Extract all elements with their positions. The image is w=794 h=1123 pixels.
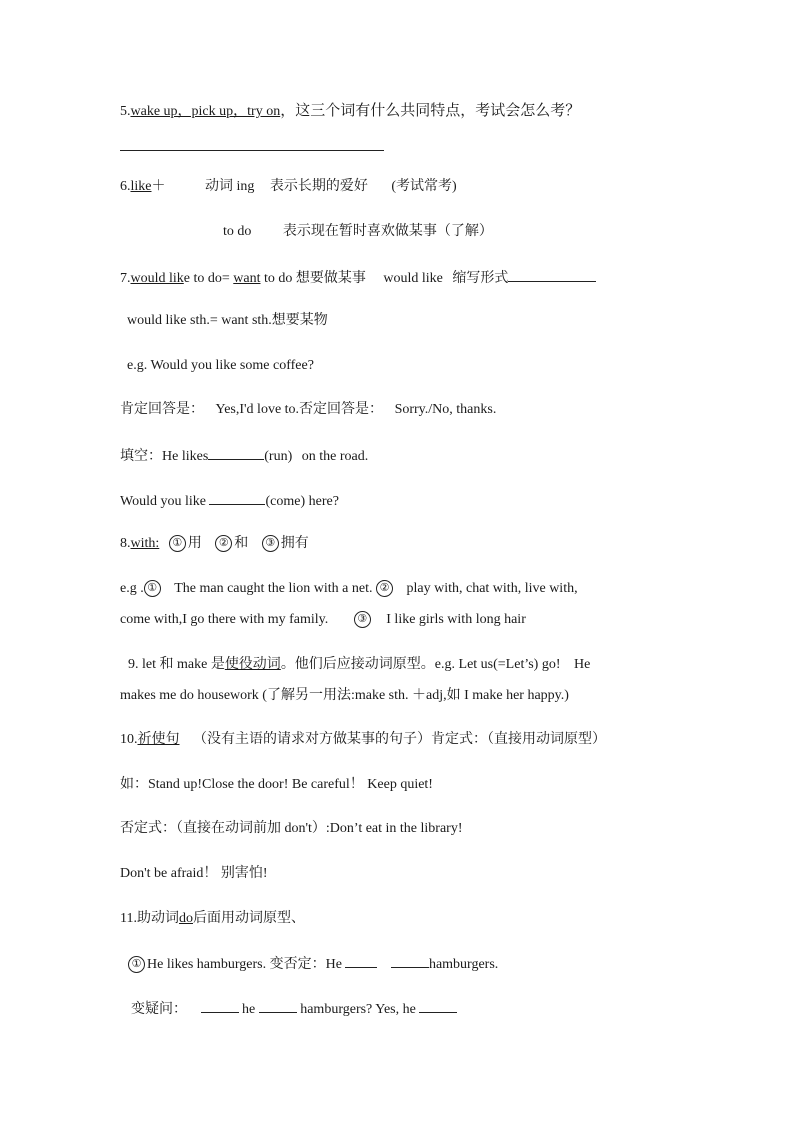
item-5 <box>120 101 580 122</box>
item-8-examples-2 <box>120 610 526 630</box>
blank-contraction[interactable] <box>508 267 596 282</box>
item-11-text-1: 11.助动词 <box>120 911 179 926</box>
item-9-line-2: makes me do housework (了解另一用法:make sth. ＋adj,如 I make her happy.) <box>120 688 569 703</box>
item-6-line-2 <box>223 222 493 242</box>
item-10-number: 10. <box>120 732 138 747</box>
item-6-option-a: 动词 ing <box>205 179 255 194</box>
item-8-number: 8. <box>120 536 131 551</box>
item-5-number: 5. <box>120 104 131 119</box>
eg-label: e.g . <box>120 581 144 596</box>
answer-line <box>120 150 384 151</box>
item-8-examples <box>120 579 578 599</box>
circle-1-icon: ① <box>169 535 186 552</box>
fill-in-1-blank[interactable] <box>208 445 264 460</box>
fill-in-2 <box>120 490 339 512</box>
item-6 <box>120 177 457 197</box>
fill-in-2-hint: (come) here? <box>265 494 339 509</box>
circle-3-icon: ③ <box>354 611 371 628</box>
item-11-line-3 <box>131 998 457 1020</box>
item-11-line-2 <box>128 953 498 975</box>
blank-negative-2[interactable] <box>391 953 429 968</box>
imperative-label: 祈使句 <box>137 732 180 747</box>
fill-in-2-text: Would you like <box>120 494 206 509</box>
blank-negative-1[interactable] <box>345 953 377 968</box>
item-5-question: ，这三个词有什么共同特点，考试会怎么考？ <box>280 103 581 119</box>
item-6-meaning-a: 表示长期的爱好 <box>269 179 368 194</box>
circle-3-icon: ③ <box>262 535 279 552</box>
positive-answer: Yes,I'd love to.否定回答是： <box>215 402 384 417</box>
item-6-plus: ＋ <box>151 179 166 194</box>
meaning-2: 和 <box>234 536 249 551</box>
circle-1-icon: ① <box>128 956 145 973</box>
item-9-text-1: 9. let 和 make <box>128 657 208 672</box>
item-7 <box>120 267 596 289</box>
item-10-negative: 否定式：（直接在动词前加 don't）:Don’t eat in the library! <box>120 821 463 836</box>
item-7-text-3: would like <box>383 271 443 286</box>
question-he: he <box>242 1002 256 1017</box>
do-label: do <box>178 911 193 926</box>
example-1: The man caught the lion with a net. <box>174 581 373 596</box>
item-10-examples: 如：Stand up!Close the door! Be careful！ Keep quiet! <box>120 777 433 792</box>
blank-question-1[interactable] <box>201 998 239 1013</box>
item-6-note-a: (考试常考) <box>391 179 457 194</box>
fill-in-1 <box>120 445 368 467</box>
item-6-like: like <box>130 179 152 194</box>
circle-2-icon: ② <box>215 535 232 552</box>
item-9 <box>128 655 590 675</box>
item-6-number: 6. <box>120 179 131 194</box>
item-5-phrases: wake up，pick up，try on <box>130 104 281 119</box>
question-text: hamburgers? Yes, he <box>300 1002 416 1017</box>
item-11-sentence: He likes hamburgers. 变否定：He <box>147 957 342 972</box>
meaning-3: 拥有 <box>280 536 309 551</box>
item-11-text-2: 后面用动词原型、 <box>192 911 305 926</box>
example-2: play with, chat with, live with, <box>406 581 578 596</box>
item-10-desc: （没有主语的请求对方做某事的句子）肯定式：（直接用动词原型） <box>193 732 606 747</box>
item-11-end: hamburgers. <box>428 957 499 972</box>
positive-answer-label: 肯定回答是： <box>120 402 204 417</box>
blank-question-2[interactable] <box>259 998 297 1013</box>
item-7-text-1: e to do= <box>183 271 230 286</box>
item-11 <box>120 909 305 929</box>
item-9-text-2: 是 <box>210 657 225 672</box>
item-8 <box>120 534 309 554</box>
item-6-option-b: to do <box>223 224 252 239</box>
question-label: 变疑问： <box>131 1002 187 1017</box>
causative-verbs: 使役动词 <box>224 657 281 672</box>
item-6-meaning-b: 表示现在暂时喜欢做某事（了解） <box>282 224 493 239</box>
example-2-cont: come with,I go there with my family. <box>120 612 329 627</box>
item-7-number: 7. <box>120 271 131 286</box>
fill-in-1-end: on the road. <box>301 449 369 464</box>
circle-2-icon: ② <box>376 580 393 597</box>
item-10-example-2: Don't be afraid！ 别害怕! <box>120 866 268 881</box>
negative-answer: Sorry./No, thanks. <box>394 402 497 417</box>
item-7-would-like: would lik <box>130 271 184 286</box>
item-10 <box>120 730 606 750</box>
circle-1-icon: ① <box>144 580 161 597</box>
example-3: I like girls with long hair <box>386 612 526 627</box>
item-7-text-2: to do 想要做某事 <box>264 271 366 286</box>
item-7-answers <box>120 400 496 420</box>
item-9-text-3: 。他们后应接动词原型。e.g. Let us(=Let’s) go! <box>280 657 561 672</box>
fill-in-1-hint: (run) <box>264 449 293 464</box>
item-7-text-4: 缩写形式 <box>452 271 509 286</box>
fill-in-2-blank[interactable] <box>209 490 265 505</box>
item-8-with: with: <box>130 536 160 551</box>
item-7-example: e.g. Would you like some coffee? <box>127 358 314 373</box>
fill-in-1-text: 填空：He likes <box>120 449 209 464</box>
item-7-want: want <box>233 271 261 286</box>
item-7-line-2: would like sth.= want sth.想要某物 <box>127 313 328 328</box>
item-9-text-4: He <box>574 657 591 672</box>
meaning-1: 用 <box>187 536 202 551</box>
blank-answer[interactable] <box>419 998 457 1013</box>
